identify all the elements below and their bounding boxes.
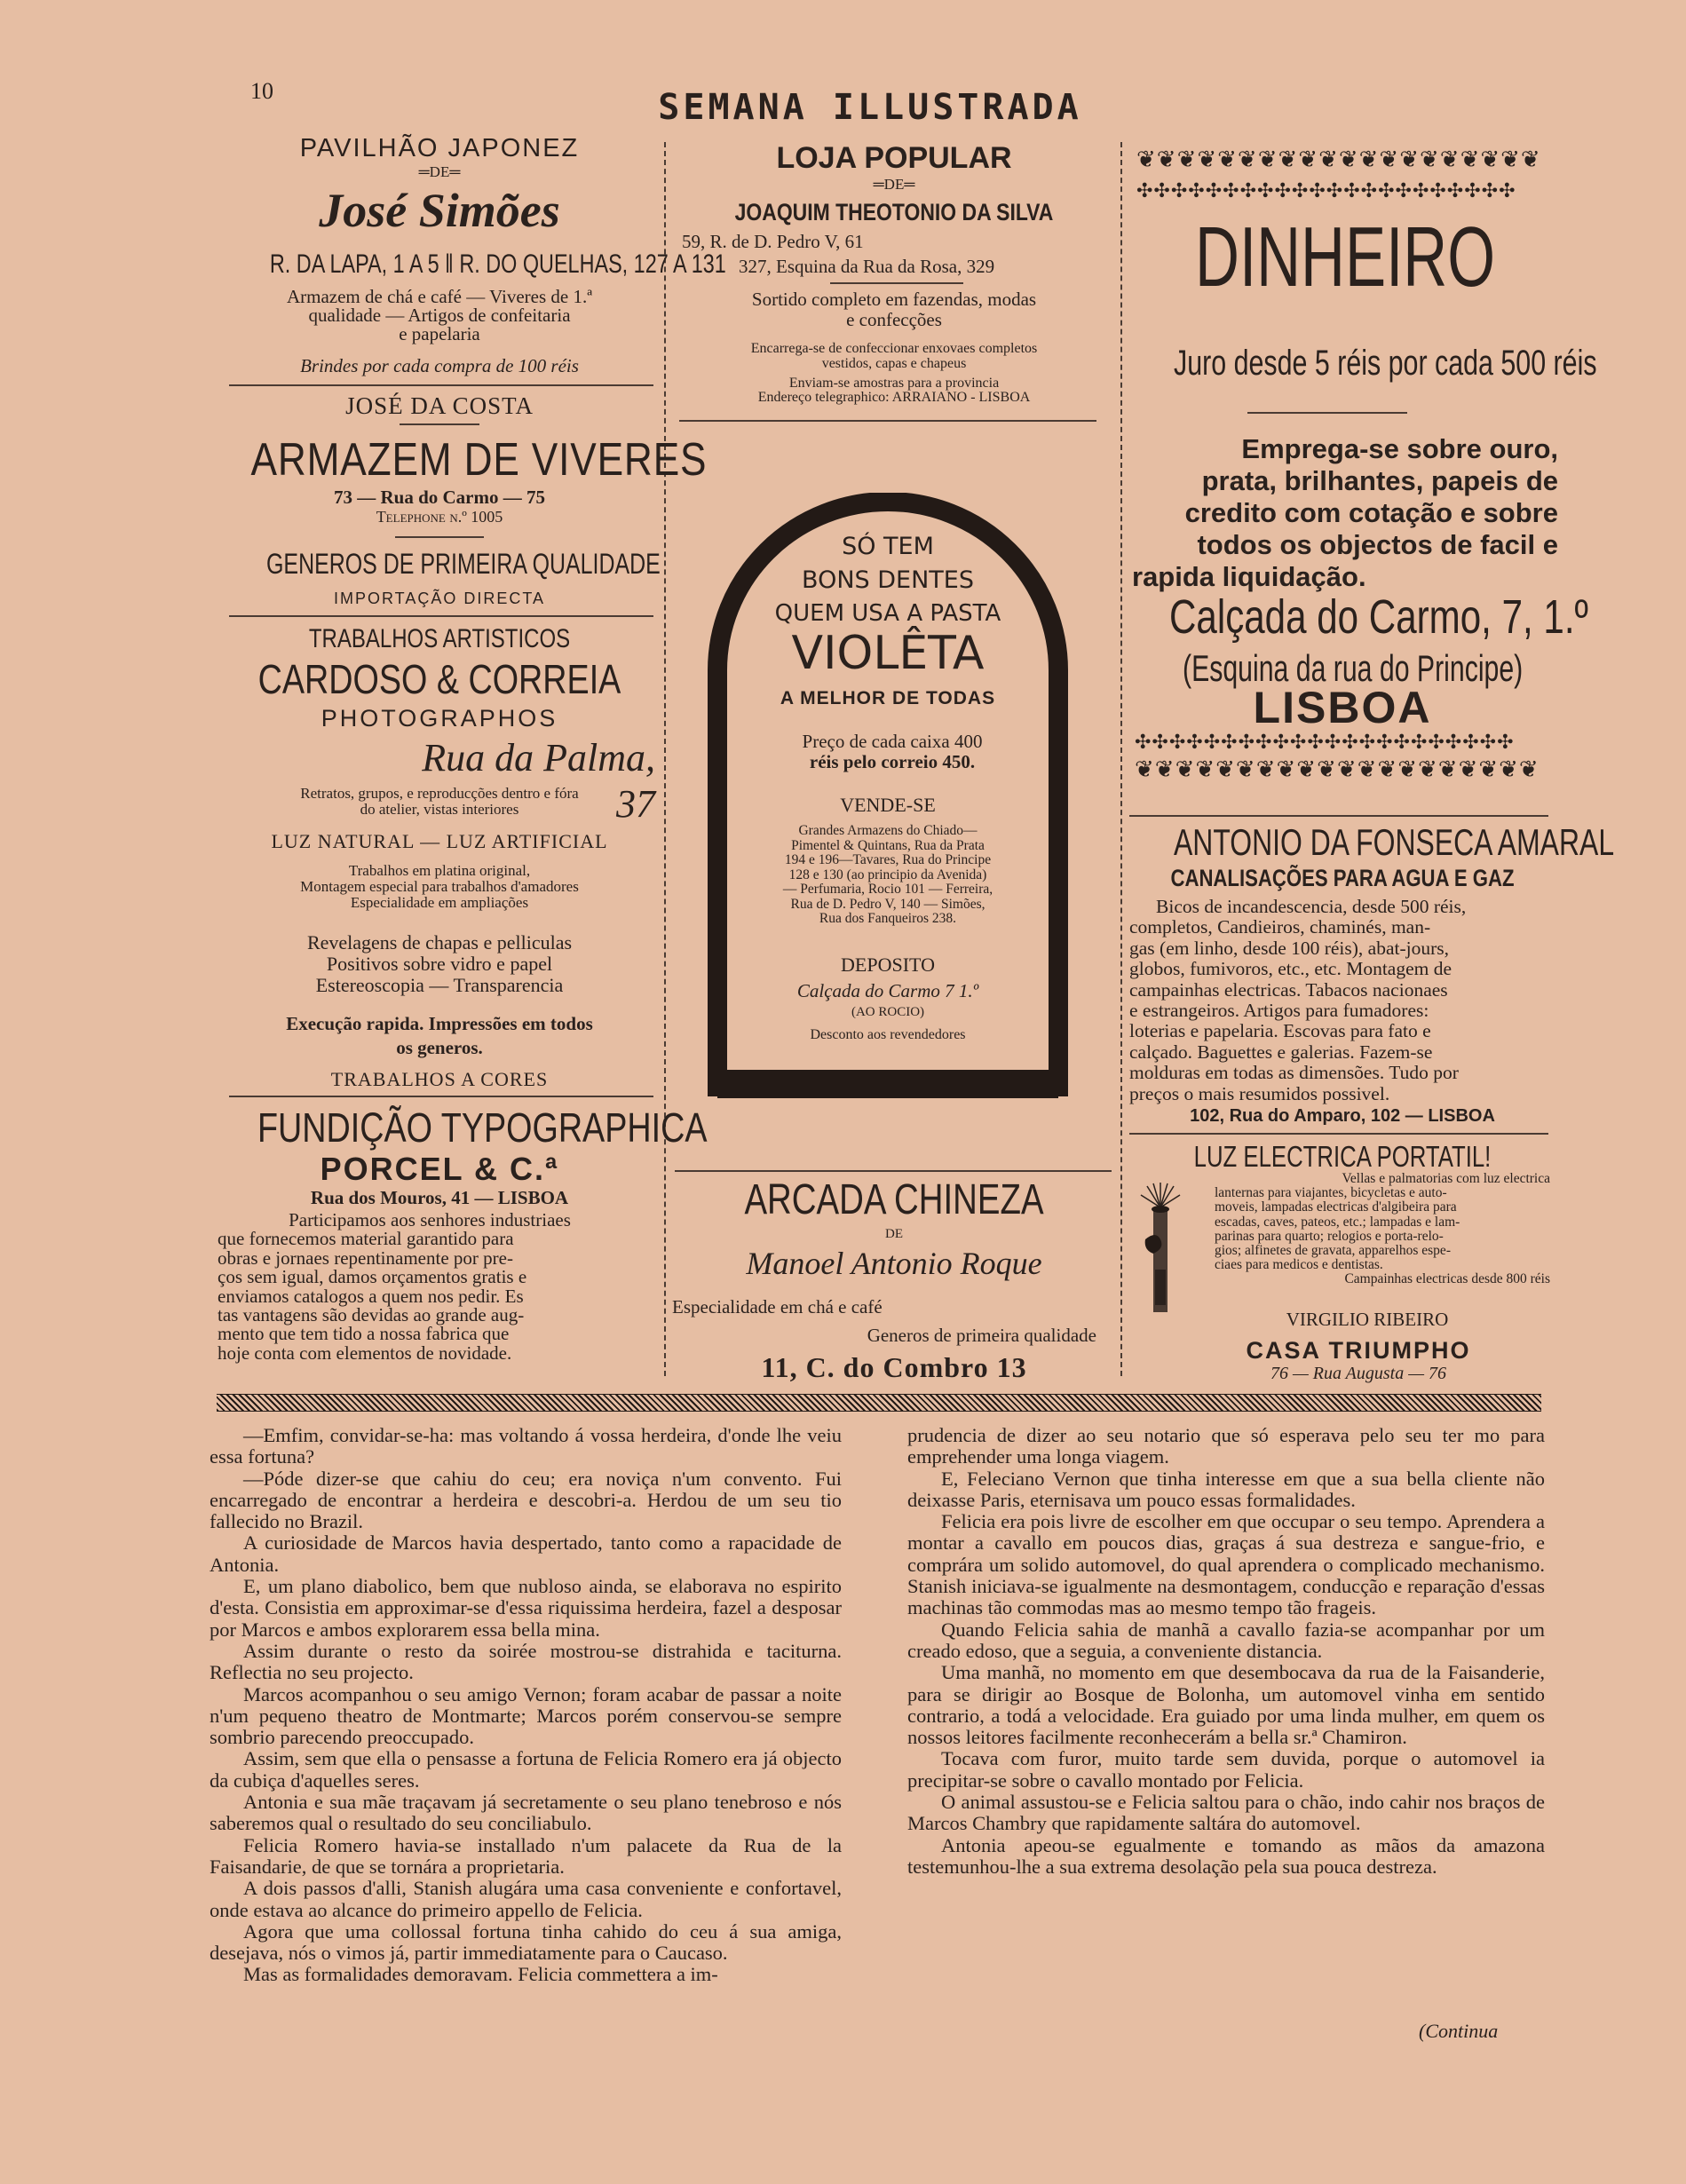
ad-text	[1132, 433, 1558, 593]
ad-l1: Especialidade em chá e café	[672, 1296, 883, 1318]
torch-icon	[1138, 1181, 1183, 1316]
ad-title: DINHEIRO	[1195, 210, 1495, 305]
paragraph: Marcos acompanhou o seu amigo Vernon; foram acabar de passar a noite n'um pequeno theatro de Montmarte; Marcos porém conservou-se sempre sombrio parecendo preoccupado.	[210, 1682, 842, 1749]
ad-line: hoje conta com elementos de novidade.	[218, 1341, 512, 1364]
paragraph: Felicia era pois livre de escolher em que occupar o seu tempo. Aprendera a montar a cavallo em poucos dias, graças á sua destreza e sangue-frio, e comprára um solido automovel, do qual aprendera o complicado mechanismo. Stanish iniciava-se igualmente na desmontagem, conducção e reparação d'essas machinas tão commodas mas ao mesmo tempo tão frageis.	[907, 1510, 1545, 1619]
ad-line: tas vantagens são devidas ao grande aug-	[218, 1304, 525, 1326]
ad-title: ANTONIO DA FONSECA AMARAL	[1174, 821, 1615, 863]
ad-enviam	[677, 376, 1112, 405]
ornament-border-icon: ❦❦❦❦❦❦❦❦❦❦❦❦❦❦❦❦❦❦❦❦	[1136, 146, 1541, 173]
ad-line: os generos.	[396, 1037, 483, 1058]
ad-de: ═DE═	[873, 176, 915, 193]
paragraph: Assim, sem que ella o pensasse a fortuna de Felicia Romero era já objecto da cubiça d'aquelles seres.	[210, 1747, 842, 1792]
column-rule-left	[664, 142, 666, 1376]
divider	[395, 536, 484, 538]
ad-line: molduras em todas as dimensões. Tudo por	[1129, 1062, 1459, 1084]
ad-firm: PORCEL & C.ª	[320, 1151, 559, 1187]
ad-deposito: DEPOSITO	[841, 954, 935, 976]
ad-vende: VENDE-SE	[840, 794, 936, 816]
ad-de: ═DE═	[418, 163, 461, 180]
ad-address: 11, C. do Combro 13	[761, 1351, 1027, 1383]
paragraph: A curiosidade de Marcos havia despertado, tanto como a rapacidade de Antonia.	[210, 1531, 842, 1576]
ad-line: Especialidade em ampliações	[350, 894, 529, 911]
ad-line: Vellas e palmatorias com luz electrica	[1342, 1171, 1550, 1186]
ad-line: Emprega-se sobre ouro,	[1241, 433, 1558, 464]
story-column-1	[210, 1425, 842, 1986]
divider	[400, 423, 479, 425]
ad-line: rapida liquidação.	[1132, 561, 1366, 592]
ad-desconto: Desconto aos revendedores	[810, 1027, 966, 1042]
ad-line: ços sem igual, damos orçamentos gratis e	[218, 1266, 527, 1288]
ad-line: Pimentel & Quintans, Rua da Prata	[791, 837, 985, 853]
paragraph: A dois passos d'alli, Stanish alugára uma casa conveniente e confortavel, onde estava ao alcance do primeiro appello de Felicia.	[210, 1877, 842, 1921]
ad-encarrega	[677, 341, 1112, 371]
divider	[229, 384, 653, 386]
paragraph: Felicia Romero havia-se installado n'um palacete da Rua de la Faisandarie, de que se tornára a proprietaria.	[210, 1833, 842, 1878]
ad-generos: GENEROS DE PRIMEIRA QUALIDADE	[266, 548, 661, 580]
ornament-border-icon: ✣✣✣✣✣✣✣✣✣✣✣✣✣✣✣✣✣✣✣✣✣✣	[1136, 180, 1516, 202]
ad-lojas	[737, 824, 1039, 927]
paragraph: Uma manhã, no momento em que desembocava da rua de la Faisanderie, para se dirigir ao Bosque de Bolonha, um automovel vinha em sentido contrario, a todá a velocidade. Era guiado por uma linda mulher, em quem os nossos leitores facilmente reconhecerám a bella sr.ª Chamiron.	[907, 1661, 1545, 1749]
ad-trabalhos	[222, 863, 657, 911]
ad-line: Sortido completo em fazendas, modas	[751, 289, 1037, 310]
divider	[830, 282, 963, 284]
ad-addr2: 327, Esquina da Rua da Rosa, 329	[739, 256, 995, 277]
ad-line: Trabalhos em platina original,	[348, 862, 531, 879]
ad-l1: SÓ TEM	[842, 533, 934, 560]
ad-line: Rua de D. Pedro V, 140 — Simões,	[790, 896, 985, 912]
ad-line: calçado. Baguettes e galerias. Fazem-se	[1129, 1041, 1433, 1063]
ad-line: enviamos catalogos a quem nos pedir. Es	[218, 1285, 524, 1307]
ad-name: VIRGILIO RIBEIRO	[1286, 1309, 1449, 1330]
ad-brindes: Brindes por cada compra de 100 réis	[300, 355, 579, 376]
ad-line: Preço de cada caixa 400	[802, 731, 983, 752]
ad-line: e estrangeiros. Artigos para fumadores:	[1129, 1000, 1429, 1022]
ad-line: Execução rapida. Impressões em todos	[286, 1013, 593, 1034]
ornament-border-icon: ❦❦❦❦❦❦❦❦❦❦❦❦❦❦❦❦❦❦❦❦	[1135, 756, 1540, 783]
ad-owner: JOAQUIM THEOTONIO DA SILVA	[734, 199, 1054, 226]
paragraph: —Póde dizer-se que cahiu do ceu; era noviça n'um convento. Fui encarregado de encontrar a herdeira e descobri-a. Herdou de um seu tio fallecido no Brazil.	[210, 1467, 842, 1533]
ad-line: e confecções	[846, 309, 942, 330]
ad-sortido	[677, 289, 1112, 330]
ad-line: do atelier, vistas interiores	[360, 801, 519, 818]
ad-title: ARMAZEM DE VIVERES	[250, 434, 708, 486]
ad-line: prata, brilhantes, papeis de	[1201, 465, 1558, 496]
ad-line: obras e jornaes repentinamente por pre-	[218, 1246, 513, 1269]
divider	[1247, 412, 1407, 414]
story-column-2	[907, 1425, 1545, 1878]
ad-revelagens	[222, 932, 657, 996]
ad-l2: BONS DENTES	[802, 566, 974, 594]
ad-street: Rua da Palma, 37	[422, 736, 655, 826]
paragraph: O animal assustou-se e Felicia saltou para o chão, indo cahir nos braços de Marcos Chambry que rapidamente saltára do automovel.	[907, 1791, 1545, 1835]
divider	[679, 420, 1096, 422]
divider	[229, 1096, 653, 1097]
ad-line: Bicos de incandescencia, desde 500 réis,	[1156, 896, 1467, 917]
ad-phone: Telephone n.º 1005	[376, 508, 503, 526]
ad-esquina: (Esquina da rua do Principe)	[1183, 647, 1524, 689]
column-rule-right	[1120, 142, 1122, 1376]
continua-label: (Continua	[1419, 2020, 1499, 2042]
ad-line: loterias e papelaria. Escovas para fato e	[1129, 1020, 1431, 1042]
ad-line: réis pelo correio 450.	[809, 751, 976, 772]
ad-importacao: IMPORTAÇÃO DIRECTA	[333, 590, 546, 607]
ad-rocio: (AO ROCIO)	[851, 1005, 925, 1019]
ad-shop: CASA TRIUMPHO	[1246, 1337, 1471, 1364]
ad-calcada: Calçada do Carmo, 7, 1.º	[1169, 590, 1588, 644]
ad-text	[1129, 897, 1551, 1104]
paragraph: —Emfim, convidar-se-ha: mas voltando á vossa herdeira, d'onde lhe veiu essa fortuna?	[210, 1424, 842, 1468]
ad-address: 102, Rua do Amparo, 102 — LISBOA	[1190, 1106, 1495, 1126]
ad-line: gas (em linho, desde 100 réis), abat-jours,	[1129, 937, 1450, 959]
ad-line: ciaes para medicos e dentistas.	[1215, 1257, 1383, 1273]
ad-line: gios; alfinetes de gravata, apparelhos espe-	[1215, 1243, 1451, 1259]
paragraph: prudencia de dizer ao seu notario que só esperava pelo seu ter mo para emprehender uma longa viagem.	[907, 1424, 1545, 1468]
ad-line: globos, fumivoros, etc., etc. Montagem de	[1129, 958, 1452, 980]
ad-sub: CANALISAÇÕES PARA AGUA E GAZ	[1170, 865, 1515, 891]
paragraph: E, Feleciano Vernon que tinha interesse em que a sua bella cliente não deixasse Paris, eternisava um pouco essas formalidades.	[907, 1467, 1545, 1511]
ad-owner: José Simões	[319, 184, 560, 237]
ad-line: Retratos, grupos, e reproducções dentro e fóra	[300, 785, 579, 802]
ad-juro: Juro desde 5 réis por cada 500 réis	[1174, 344, 1597, 383]
ad-line: Enviam-se amostras para a provincia	[788, 376, 1000, 391]
ad-name: JOSÉ DA COSTA	[345, 392, 534, 419]
ad-line: Estereoscopia — Transparencia	[315, 974, 564, 996]
ad-melhor: A MELHOR DE TODAS	[780, 688, 996, 708]
divider	[675, 1170, 1112, 1172]
ad-line: preços o mais resumidos possivel.	[1129, 1082, 1390, 1104]
ad-line: parinas para quarto; relogios e porta-relo-	[1215, 1228, 1444, 1244]
ad-line: Armazem de chá e café — Viveres de 1.ª	[286, 286, 593, 307]
divider	[1129, 815, 1548, 817]
ad-line: lanternas para viajantes, bicycletas e auto-	[1215, 1185, 1447, 1201]
ad-line: Encarrega-se de confeccionar enxovaes completos	[750, 341, 1038, 356]
ad-owner: Manoel Antonio Roque	[746, 1246, 1042, 1281]
ad-line: Campainhas electricas desde 800 réis	[1344, 1271, 1550, 1287]
ad-line: e papelaria	[399, 323, 480, 344]
ad-luz: LUZ NATURAL — LUZ ARTIFICIAL	[271, 830, 608, 852]
ad-line: mento que tem tido a nossa fabrica que	[218, 1323, 510, 1345]
ad-text	[222, 288, 657, 344]
ad-line: campainhas electricas. Tabacos nacionaes	[1129, 978, 1448, 1001]
ad-title: FUNDIÇÃO TYPOGRAPHICA	[257, 1104, 708, 1151]
masthead: SEMANA ILLUSTRADA	[658, 87, 1082, 128]
ad-brand: VIOLÊTA	[791, 627, 985, 680]
ad-line: Endereço telegraphico: ARRAIANO - LISBOA	[757, 390, 1031, 405]
divider	[1129, 1133, 1548, 1135]
ad-title: ARCADA CHINEZA	[744, 1176, 1044, 1223]
ad-address: 76 — Rua Augusta — 76	[1270, 1364, 1446, 1383]
ad-sub: PHOTOGRAPHOS	[321, 705, 558, 732]
ad-execucao	[218, 1012, 661, 1060]
ad-addr1: 59, R. de D. Pedro V, 61	[682, 231, 864, 252]
ad-line: credito com cotação e sobre	[1184, 497, 1558, 528]
ad-address: R. DA LAPA, 1 A 5 ‖ R. DO QUELHAS, 127 A 131	[269, 249, 726, 279]
ad-kicker: TRABALHOS ARTISTICOS	[308, 624, 571, 653]
ad-line: moveis, lampadas electricas d'algibeira para	[1215, 1199, 1457, 1215]
paragraph: Mas as formalidades demoravam. Felicia commettera a im-	[243, 1963, 718, 1986]
ornament-border-icon: ✣✣✣✣✣✣✣✣✣✣✣✣✣✣✣✣✣✣✣✣✣✣	[1135, 732, 1515, 754]
paragraph: E, um plano diabolico, bem que nubloso ainda, se elaborava no espirito d'esta. Consistia em approximar-se d'essa riquissima herdeira, fazel a desposar por Marcos e ambos explorarem essa bella mina.	[210, 1575, 842, 1641]
paragraph: Agora que uma collossal fortuna tinha cahido do ceu á sua amiga, desejava, nós o vimos já, partir immediatamente para o Caucaso.	[210, 1919, 842, 1965]
ad-text	[1215, 1172, 1550, 1287]
paragraph: Antonia apeou-se egualmente e tomando as mãos da amazona testemunhou-lhe a sua extrema desolação pela sua pouca destreza.	[907, 1833, 1545, 1878]
ad-cores: TRABALHOS A CORES	[330, 1068, 549, 1090]
ad-line: todos os objectos de facil e	[1197, 529, 1558, 560]
ad-lisboa: LISBOA	[1253, 683, 1432, 732]
ad-line: completos, Candieiros, chaminés, man-	[1129, 916, 1431, 938]
ad-address: Rua dos Mouros, 41 — LISBOA	[310, 1187, 569, 1208]
ad-line: Grandes Armazens do Chiado—	[798, 823, 978, 838]
page-number: 10	[250, 78, 273, 104]
ad-title: PAVILHÃO JAPONEZ	[299, 134, 580, 162]
ad-line: Montagem especial para trabalhos d'amadores	[300, 878, 579, 895]
ad-l3: QUEM USA A PASTA	[774, 600, 1001, 627]
ad-title: LUZ ELECTRICA PORTATIL!	[1193, 1140, 1492, 1173]
ad-line: Positivos sobre vidro e papel	[326, 953, 553, 975]
hatched-separator	[217, 1394, 1541, 1412]
ad-calcada: Calçada do Carmo 7 1.º	[796, 980, 979, 1001]
ad-de: DE	[885, 1227, 903, 1241]
ad-line: qualidade — Artigos de confeitaria	[308, 305, 571, 326]
paragraph: Quando Felicia sahia de manhã a cavallo fazia-se acompanhar por um creado edoso, que a seguia, a conveniente distancia.	[907, 1618, 1545, 1662]
ad-line: 128 e 130 (ao principio da Avenida)	[788, 866, 987, 882]
ad-title: CARDOSO & CORREIA	[257, 656, 621, 702]
paragraph: Antonia e sua mãe traçavam já secretamente o seu plano tenebroso e nós saberemos qual o resultado do seu conciliabulo.	[210, 1791, 842, 1835]
ad-line: que fornecemos material garantido para	[218, 1228, 514, 1250]
ad-l2: Generos de primeira qualidade	[867, 1325, 1096, 1346]
ad-address: 73 — Rua do Carmo — 75	[333, 487, 545, 508]
ad-line: — Perfumaria, Rocio 101 — Ferreira,	[782, 882, 993, 897]
ad-line: escadas, caves, pateos, etc.; lampadas e lam-	[1215, 1214, 1460, 1230]
ad-retratos	[222, 786, 657, 818]
ad-line: 194 e 196—Tavares, Rua do Principe	[784, 852, 992, 867]
paragraph: Assim durante o resto da soirée mostrou-se distrahida e taciturna. Reflectia no seu projecto.	[210, 1639, 842, 1684]
ad-line: vestidos, capas e chapeus	[821, 356, 967, 371]
ad-line: Revelagens de chapas e pelliculas	[306, 931, 573, 954]
ad-line: Participamos aos senhores industriaes	[289, 1209, 571, 1230]
ad-text	[218, 1211, 642, 1363]
paragraph: Tocava com furor, muito tarde sem duvida, porque o automovel ia precipitar-se sobre o cavallo montado por Felicia.	[907, 1747, 1545, 1792]
ad-title: LOJA POPULAR	[776, 141, 1012, 175]
ad-line: Rua dos Fanqueiros 238.	[819, 911, 957, 926]
divider	[229, 615, 653, 617]
ad-preco	[724, 732, 1061, 772]
